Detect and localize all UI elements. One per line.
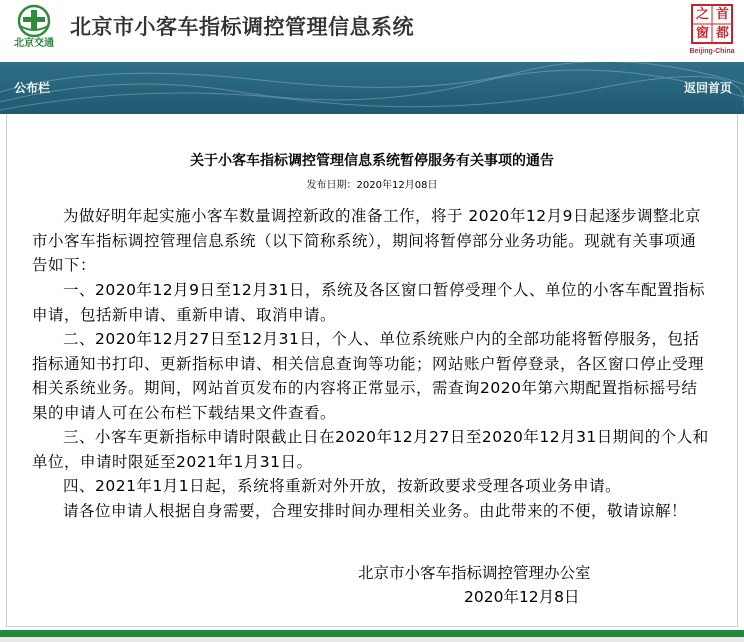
notice-paragraph-4: 四、2021年1月1日起，系统将重新对外开放，按新政要求受理各项业务申请。 xyxy=(63,477,622,495)
seal-char-4: 都 xyxy=(716,26,730,41)
site-title: 北京市小客车指标调控管理信息系统 xyxy=(70,15,414,39)
site-header xyxy=(0,0,744,60)
seal-char-1: 之 xyxy=(696,7,710,22)
beijing-china-logo xyxy=(686,3,738,55)
footer-bar xyxy=(0,630,744,642)
date-label: 发布日期： xyxy=(306,180,357,191)
notice-paragraph-closing: 请各位申请人根据自身需要，合理安排时间办理相关业务。由此带来的不便，敬请谅解！ xyxy=(63,502,688,520)
signature-date: 2020年12月8日 xyxy=(464,588,580,606)
notice-paragraph-1: 一、2020年12月9日至12月31日，系统及各区窗口暂停受理个人、单位的小客车配置指标申请，包括新申请、重新申请、取消申请。 xyxy=(32,281,705,324)
logo-text: 北京交通 xyxy=(14,38,54,49)
signature-org: 北京市小客车指标调控管理办公室 xyxy=(358,564,591,582)
notice-panel xyxy=(6,114,738,627)
logo-subtitle: Beijing-China xyxy=(689,48,735,55)
seal-char-3: 窗 xyxy=(696,26,710,41)
seal-logo-icon xyxy=(686,3,738,45)
bulletin-board-label[interactable]: 公布栏 xyxy=(14,81,51,95)
notice-paragraph-3: 三、小客车更新指标申请时限截止日在2020年12月27日至2020年12月31日期间的个人和单位，申请时限延至2021年1月31日。 xyxy=(32,428,709,471)
nav-bar xyxy=(0,62,744,114)
notice-paragraph-2: 二、2020年12月27日至12月31日，个人、单位系统账户内的全部功能将暂停服务，包括指标通知书打印、更新指标申请、相关信息查询等功能；网站账户暂停登录，各区窗口停止受理相关系统业务。期间，网站首页发布的内容将正常显示，需查询2020年第六期配置指标摇号结果的申请人可在公布栏下载结果文件查看。 xyxy=(32,330,705,422)
beijing-transport-logo[interactable] xyxy=(8,4,60,54)
seal-char-2: 首 xyxy=(716,7,730,22)
nav-pattern-decoration xyxy=(0,62,744,114)
notice-date xyxy=(7,179,737,193)
date-value: 2020年12月08日 xyxy=(356,180,438,191)
notice-paragraph-intro: 为做好明年起实施小客车数量调控新政的准备工作，将于 2020年12月9日起逐步调整北京市小客车指标调控管理信息系统（以下简称系统），期间将暂停部分业务功能。现就有关事项通告如下： xyxy=(32,207,701,274)
notice-title: 关于小客车指标调控管理信息系统暂停服务有关事项的通告 xyxy=(190,153,554,169)
back-home-link[interactable]: 返回首页 xyxy=(683,81,732,95)
